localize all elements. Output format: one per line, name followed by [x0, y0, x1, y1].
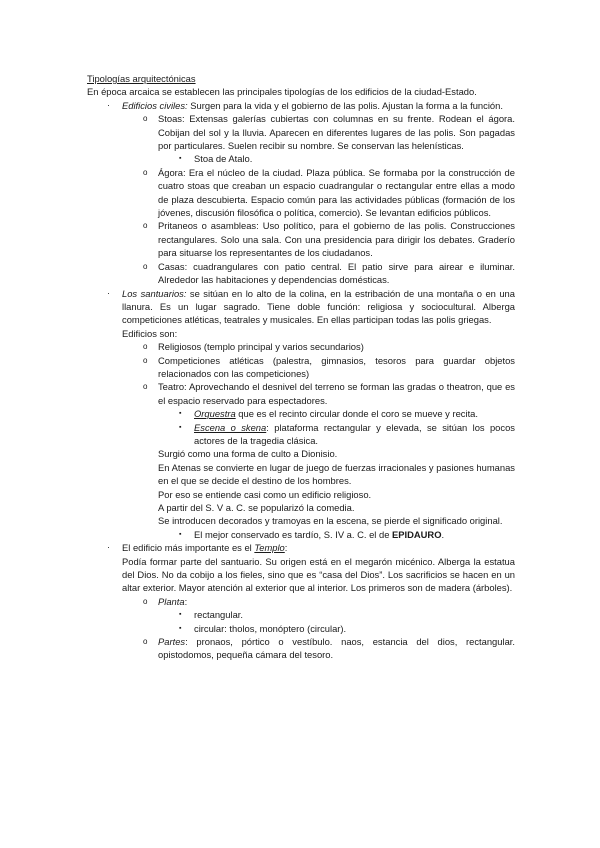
bullet-marker: o [143, 637, 148, 647]
civiles-paragraph [87, 99, 515, 112]
list-item-orquestra [87, 407, 515, 420]
santuarios-label: Los santuarios: [122, 287, 187, 299]
orquestra-label: Orquestra [194, 408, 236, 420]
list-item-casas [87, 260, 515, 287]
list-item-teatro [87, 380, 515, 407]
list-item-religiosos [87, 340, 515, 353]
bullet-marker: o [143, 221, 148, 231]
templo-paragraph: Podía formar parte del santuario. Su origen está en el megarón micénico. Alberga la estatua del Dios. No da cobijo a los fieles, sino que es “casa del Dios”. Los sacrificios se hacen en un altar exterior. Mayor atención al exterior que al interior. Los primeros son de madera (árboles). [122, 555, 515, 594]
list-item-stoa-atalo [87, 152, 515, 165]
surgio-text: Surgió como una forma de culto a Dionisio. [158, 448, 338, 460]
list-item-civiles [87, 99, 515, 112]
santuarios-text: se sitúan en lo alto de la colina, en la estribación de una montaña o en una llanura. Es un lugar sagrado. Tiene doble función: religiosa y sociocultural. Alberga competiciones atléticas, teatrales y musicales. En ellas participan todas las polis griegas. [122, 287, 515, 326]
bullet-marker: · [107, 287, 110, 298]
escena-desc: : plataforma rectangular y elevada, se sitúan los pocos actores de la tragedia clásica. [194, 421, 515, 446]
templo-prefix: El edificio más importante es el [122, 542, 255, 554]
planta-colon: : [184, 595, 188, 607]
bullet-marker: o [143, 382, 148, 392]
orquestra-desc: que es el recinto circular donde el coro se mueve y recita. [235, 408, 478, 420]
edificios-son-text: Edificios son: [122, 327, 178, 339]
list-item-pritaneos [87, 219, 515, 259]
partes-label: Partes [158, 636, 186, 648]
bullet-marker: o [143, 596, 148, 606]
list-item-escena [87, 421, 515, 448]
list-item-planta [87, 595, 515, 608]
bullet-marker: ▪ [179, 423, 182, 431]
bullet-marker: ▪ [179, 155, 182, 163]
escena-text [87, 421, 515, 448]
bullet-marker: ▪ [179, 624, 182, 632]
list-item-epidauro [87, 528, 515, 541]
planta-text [87, 595, 515, 608]
list-item-circular [87, 622, 515, 635]
teatro-text: Teatro: Aprovechando el desnivel del terreno se forman las gradas o theatron, que es el espacio reservado para espectadores. [158, 381, 515, 406]
competiciones-text: Competiciones atléticas (palestra, gimnasios, tesoros para guardar objetos relacionados con las competiciones) [158, 354, 515, 379]
epidauro-label: EPIDAURO [392, 528, 442, 540]
civiles-label: Edificios civiles: [122, 99, 188, 111]
list-item-competiciones [87, 354, 515, 381]
intro-paragraph: En época arcaica se establecen las principales tipologías de los edificios de la ciudad-Estado. [87, 86, 477, 98]
templo-colon: : [284, 542, 288, 554]
por-eso-text: Por eso se entiende casi como un edificio religioso. [158, 488, 372, 500]
agora-paragraph: Ágora: Era el núcleo de la ciudad. Plaza pública. Se formaba por la construcción de cuatro stoas que creaban un espacio cuadrangular o rectangular entre ellas a modo de plaza descubierta. Espacio común para las actividades públicas (formación de los jóvenes, discusión filosófica o política, comercio). Se levantan edificios públicos. [158, 166, 515, 219]
list-item-partes [87, 635, 515, 662]
decorados-text: Se introducen decorados y tramoyas en la escena, se pierde el significado original. [158, 515, 503, 527]
bullet-marker: o [143, 167, 148, 177]
list-item-santuarios [87, 287, 515, 327]
santuarios-paragraph [87, 287, 515, 327]
section-title [87, 72, 515, 85]
bullet-marker: o [143, 261, 148, 271]
bullet-marker: · [107, 99, 110, 110]
planta-label: Planta [158, 595, 185, 607]
list-item-templo [87, 541, 515, 554]
atenas-text: En Atenas se convierte en lugar de juego de fuerzas irracionales y pasiones humanas en el que se decide el destino de los hombres. [158, 461, 515, 487]
partes-text [87, 635, 515, 662]
rectangular-text: rectangular. [194, 609, 243, 621]
escena-label: Escena o skena [194, 421, 267, 433]
list-item-rectangular [87, 608, 515, 621]
bullet-marker: ▪ [179, 530, 182, 538]
bullet-marker: · [107, 542, 110, 553]
mejor-conservado-text: El mejor conservado es tardío, S. IV a. C. el de [194, 528, 393, 540]
casas-paragraph: Casas: cuadrangulares con patio central. El patio sirve para airear e iluminar. Alrededor las habitaciones y dependencias domésticas. [158, 260, 515, 286]
list-item-agora [87, 166, 515, 220]
templo-label: Templo [254, 542, 285, 554]
bullet-marker: o [143, 342, 148, 352]
epidauro-text [87, 528, 515, 541]
templo-heading [87, 541, 515, 554]
list-item-stoas [87, 112, 515, 152]
period: . [441, 528, 445, 540]
bullet-marker: o [143, 114, 148, 124]
bullet-marker: o [143, 355, 148, 365]
religiosos-text: Religiosos (templo principal y varios secundarios) [158, 341, 364, 353]
title-text: Tipologías arquitectónicas [87, 73, 196, 84]
document-page [87, 72, 515, 662]
a-partir-text: A partir del S. V a. C. se popularizó la comedia. [158, 502, 355, 513]
stoa-atalo-text: Stoa de Atalo. [194, 153, 253, 165]
bullet-marker: ▪ [179, 410, 182, 418]
stoas-paragraph: Stoas: Extensas galerías cubiertas con columnas en su frente. Rodean el ágora. Cobijan del sol y la lluvia. Aparecen en diferentes lugares de las polis. Son pagadas por particulares. Suelen recibir su nombre. Se conservan las helenísticas. [158, 113, 515, 152]
civiles-text: Surgen para la vida y el gobierno de las polis. Ajustan la forma a la función. [187, 99, 503, 111]
partes-desc: : pronaos, pórtico o vestíbulo. naos, estancia del dios, rectangular. opistodomos, pequeña cámara del tesoro. [158, 636, 515, 661]
bullet-marker: ▪ [179, 611, 182, 619]
orquestra-text [87, 407, 515, 420]
pritaneos-paragraph: Pritaneos o asambleas: Uso político, para el gobierno de las polis. Construcciones rectangulares. Solo una sala. Con una presidencia para dirigir los debates. Graderío para situarse los representantes de los ciudadanos. [158, 220, 515, 259]
circular-text: circular: tholos, monóptero (circular). [194, 622, 347, 634]
